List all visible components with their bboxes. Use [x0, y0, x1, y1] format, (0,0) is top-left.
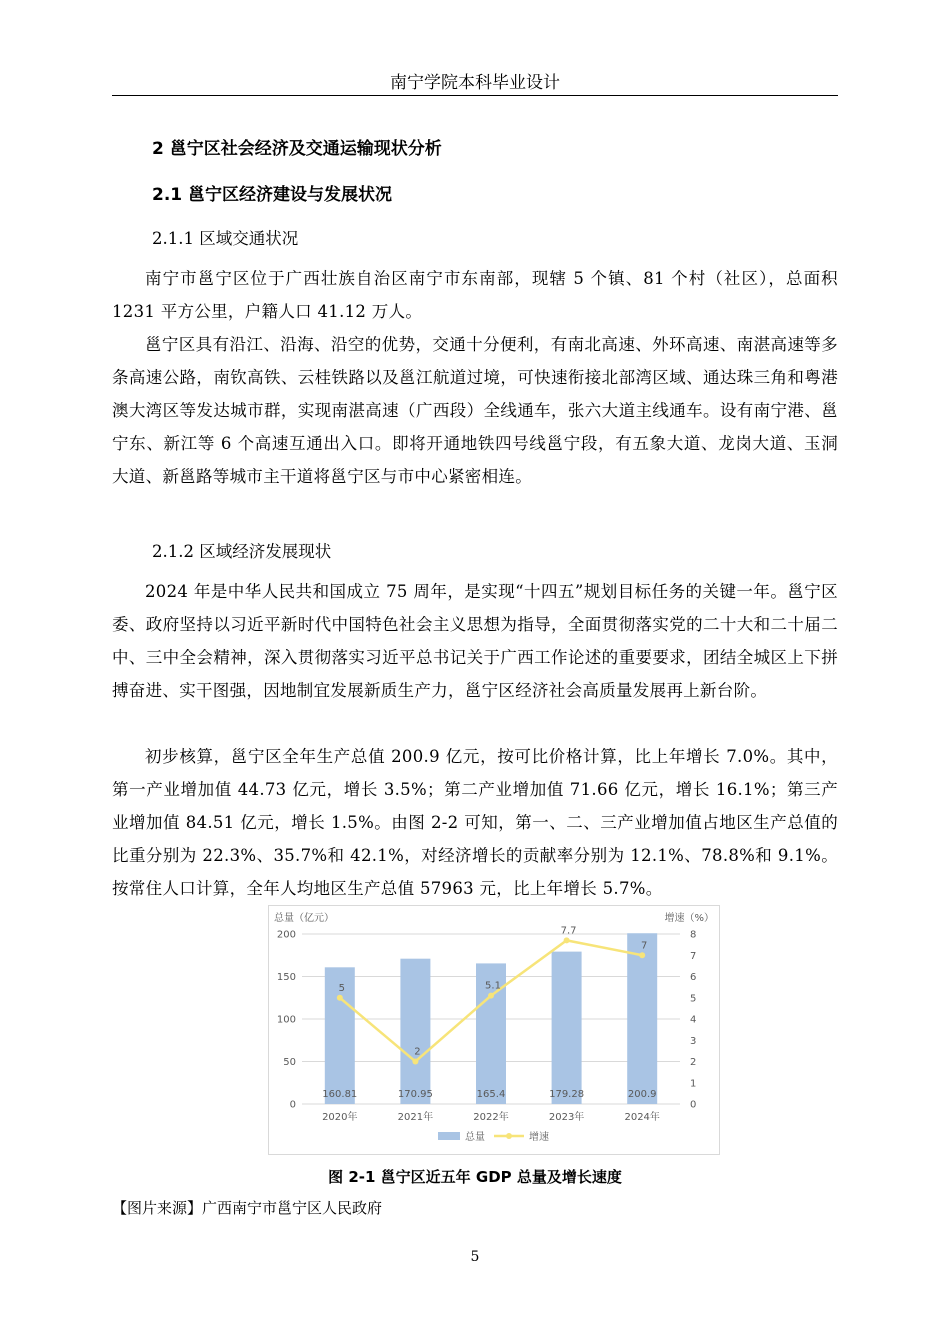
- line-data-label: 2: [414, 1046, 421, 1058]
- right-tick-label: 3: [690, 1035, 697, 1047]
- bar-data-label: 200.9: [627, 1089, 657, 1100]
- legend-label-total: 总量: [465, 1132, 485, 1143]
- right-tick-label: 2: [690, 1057, 697, 1068]
- growth-point: [639, 952, 645, 958]
- bar-data-label: 165.4: [476, 1089, 506, 1100]
- paragraph-economy-figures: 初步核算，邕宁区全年生产总值 200.9 亿元，按可比价格计算，比上年增长 7.0%。其中，第一产业增加值 44.73 亿元，增长 3.5%；第二产业增加值 71.66 亿元，增长 16.1%；第三产业增加值 84.51 亿元，增长 1.5%。由图 2-2 可知，第一、二、三产业增加值占地区生产总值的比重分别为 22.3%、35.7%和 42.1%，对经济增长的贡献率分别为 12.1%、78.8%和 9.1%。按常住人口计算，全年人均地区生产总值 57963 元，比上年增长 5.7%。: [112, 747, 838, 898]
- right-tick-label: 4: [690, 1014, 697, 1026]
- x-tick-label: 2022年: [473, 1112, 509, 1123]
- x-tick-label: 2021年: [397, 1112, 434, 1123]
- subsection-heading-traffic: 2.1.1 区域交通状况: [152, 229, 299, 248]
- line-data-label: 5: [338, 982, 345, 994]
- right-tick-label: 0: [690, 1099, 697, 1111]
- left-tick-label: 200: [276, 929, 296, 941]
- bar-total: [627, 933, 657, 1104]
- left-tick-label: 50: [283, 1057, 296, 1068]
- bar-data-label: 179.28: [549, 1089, 585, 1100]
- section-heading: 2.1 邕宁区经济建设与发展状况: [152, 185, 393, 205]
- paragraph-economy-overview: 2024 年是中华人民共和国成立 75 周年，是实现“十四五”规划目标任务的关键一年。邕宁区委、政府坚持以习近平新时代中国特色社会主义思想为指导，全面贯彻落实党的二十大和二十届二中、三中全会精神，深入贯彻落实习近平总书记关于广西工作论述的重要要求，团结全城区上下拼搏奋进、实干图强，因地制宜发展新质生产力，邕宁区经济社会高质量发展再上新台阶。: [112, 582, 838, 700]
- bar-total: [400, 959, 430, 1104]
- figure-source: 【图片来源】广西南宁市邕宁区人民政府: [112, 1199, 383, 1217]
- paragraph-location: 南宁市邕宁区位于广西壮族自治区南宁市东南部，现辖 5 个镇、81 个村（社区），总面积 1231 平方公里，户籍人口 41.12 万人。: [112, 269, 838, 321]
- right-tick-label: 8: [690, 929, 697, 941]
- left-axis-title: 总量（亿元）: [274, 913, 334, 924]
- growth-point: [337, 995, 343, 1001]
- legend-swatch-total: [438, 1132, 460, 1140]
- running-header: 南宁学院本科毕业设计: [390, 73, 560, 93]
- right-tick-label: 5: [690, 993, 697, 1005]
- line-data-label: 7.7: [560, 925, 577, 937]
- left-tick-label: 100: [276, 1014, 296, 1026]
- x-tick-label: 2020年: [322, 1112, 358, 1123]
- x-tick-label: 2024年: [624, 1112, 660, 1123]
- right-tick-label: 1: [690, 1078, 697, 1090]
- right-tick-label: 7: [690, 950, 697, 962]
- chapter-heading: 2 邕宁区社会经济及交通运输现状分析: [152, 139, 442, 159]
- growth-point: [564, 937, 570, 943]
- gdp-chart: [268, 905, 720, 1155]
- page-number: 5: [470, 1249, 480, 1265]
- right-tick-label: 6: [690, 972, 697, 983]
- figure-caption: 图 2-1 邕宁区近五年 GDP 总量及增长速度: [328, 1168, 622, 1186]
- legend-marker-growth: [506, 1133, 512, 1139]
- bar-total: [552, 952, 582, 1104]
- subsection-heading-economy: 2.1.2 区域经济发展现状: [152, 542, 332, 561]
- header-rule: [112, 95, 838, 96]
- growth-point: [412, 1059, 418, 1065]
- growth-point: [488, 993, 494, 999]
- paragraph-traffic: 邕宁区具有沿江、沿海、沿空的优势，交通十分便利，有南北高速、外环高速、南湛高速等多条高速公路，南钦高铁、云桂铁路以及邕江航道过境，可快速衔接北部湾区域、通达珠三角和粤港澳大湾区等发达城市群，实现南湛高速（广西段）全线通车，张六大道主线通车。设有南宁港、邕宁东、新江等 6 个高速互通出入口。即将开通地铁四号线邕宁段，有五象大道、龙岗大道、玉洞大道、新邕路等城市主干道将邕宁区与市中心紧密相连。: [112, 335, 838, 486]
- line-data-label: 7: [641, 940, 648, 952]
- legend-label-growth: 增速: [529, 1132, 549, 1143]
- line-data-label: 5.1: [485, 980, 501, 992]
- bar-data-label: 160.81: [322, 1089, 358, 1100]
- x-tick-label: 2023年: [548, 1112, 585, 1123]
- right-axis-title: 增速（%）: [664, 913, 714, 924]
- bar-data-label: 170.95: [397, 1089, 433, 1100]
- left-tick-label: 0: [289, 1099, 296, 1111]
- left-tick-label: 150: [276, 972, 296, 983]
